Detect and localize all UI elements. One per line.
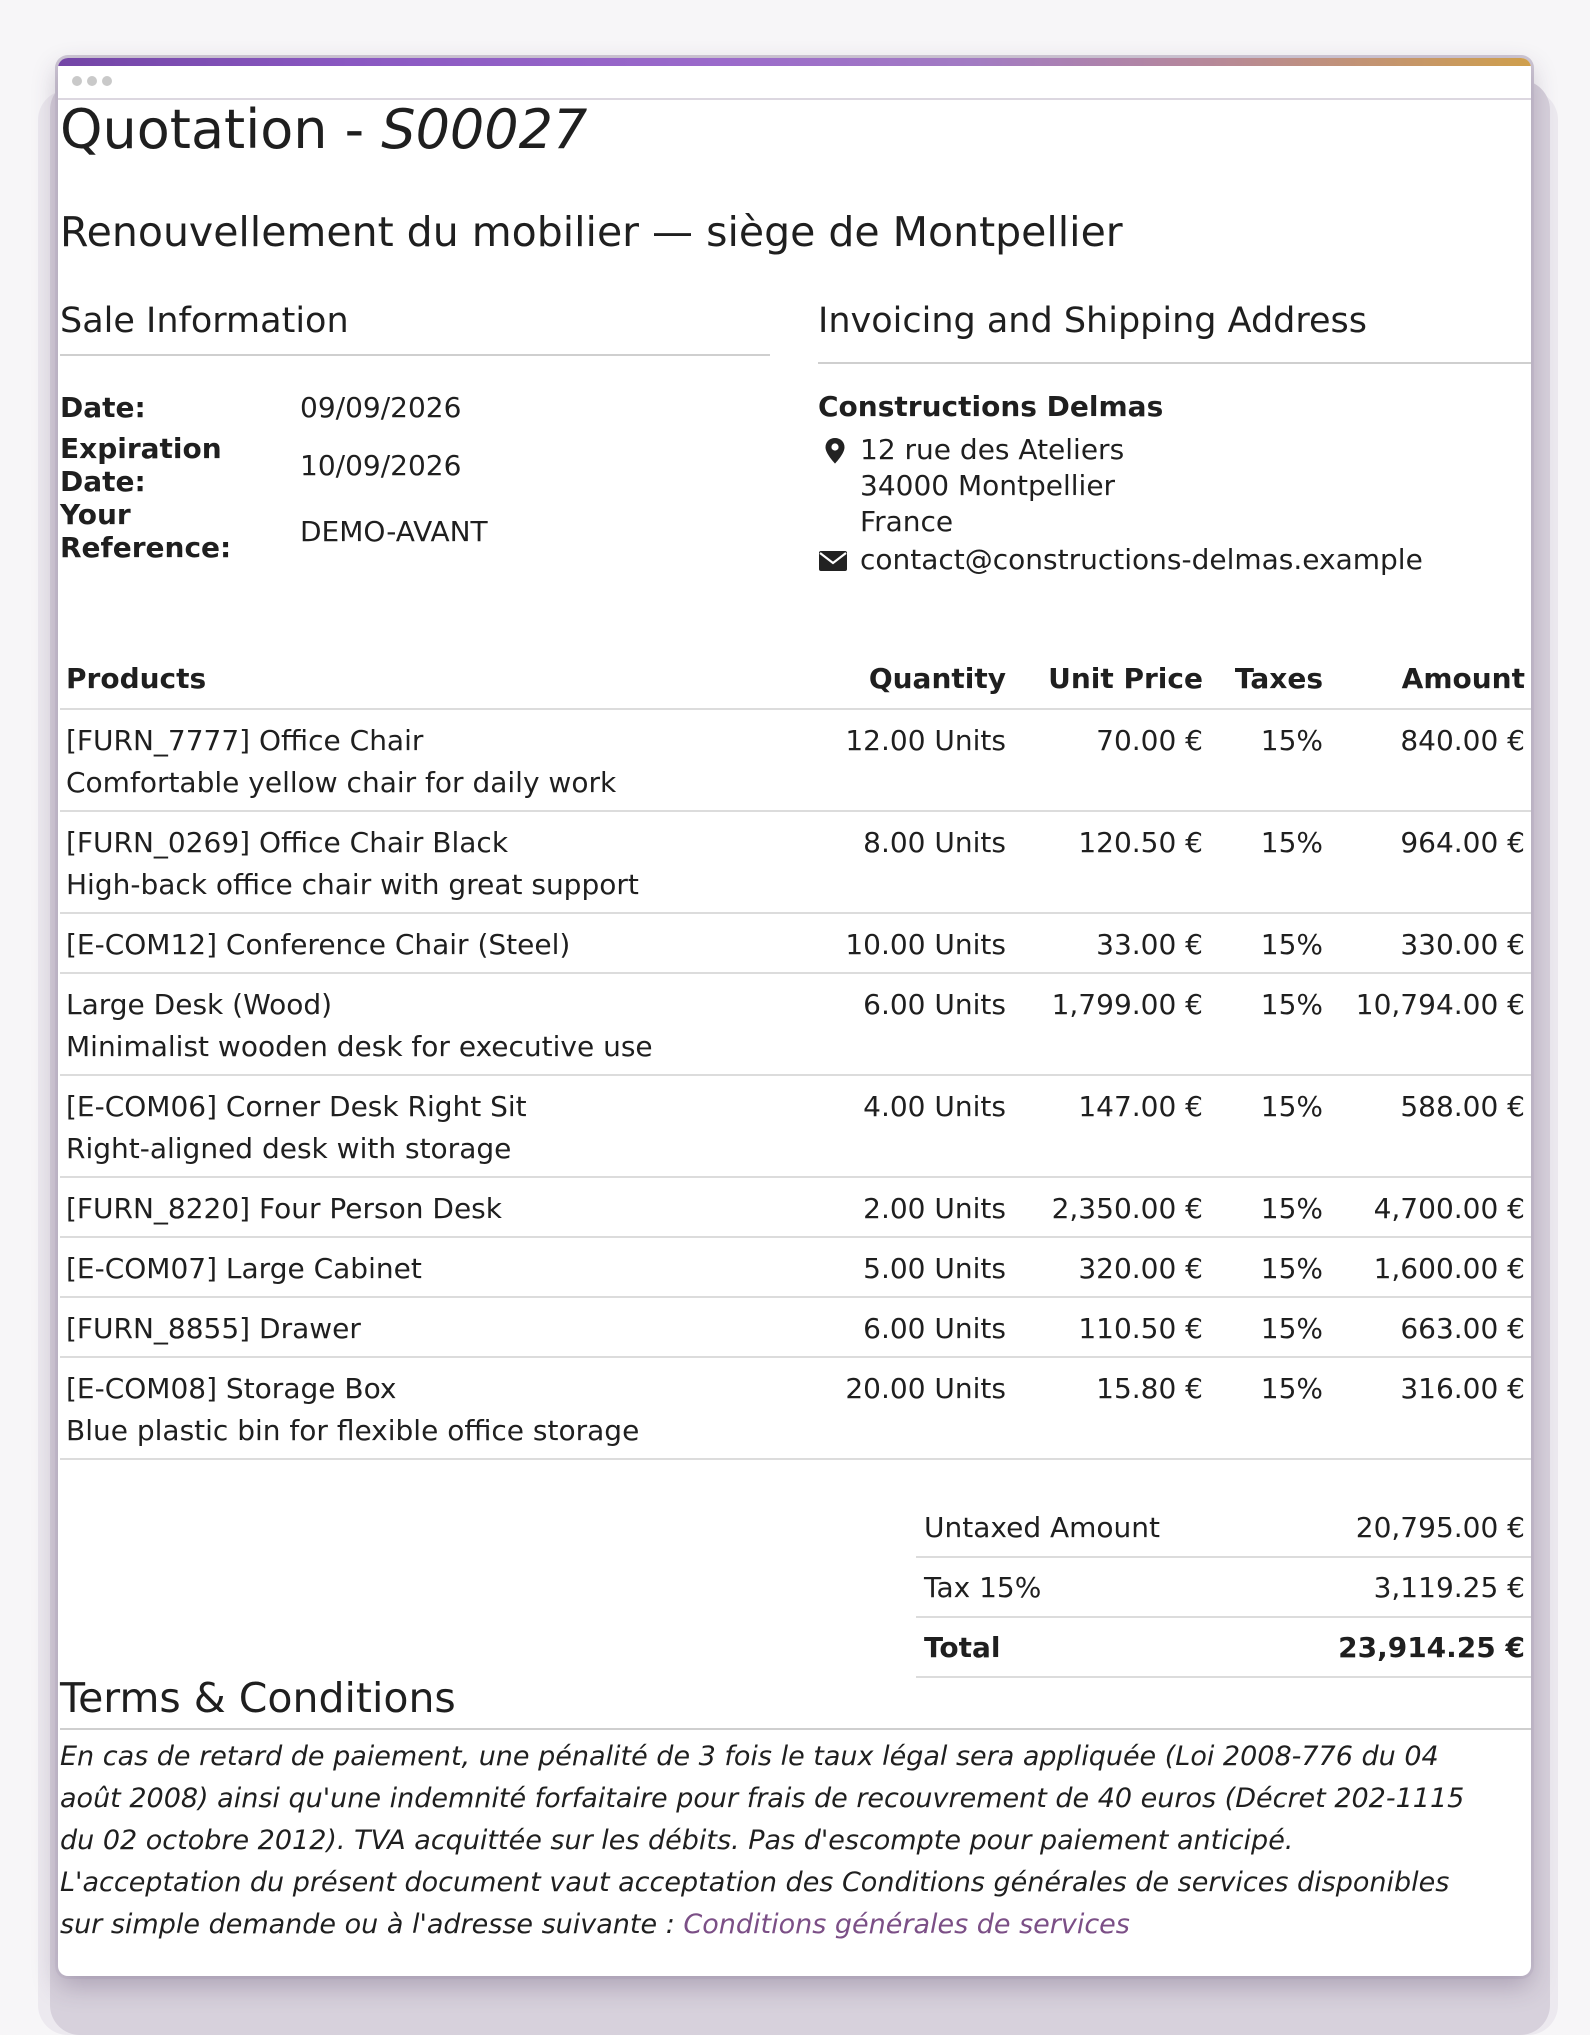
order-lines-table [60, 648, 1531, 1460]
product-description: Comfortable yellow chair for daily work [66, 766, 617, 799]
taxes-cell: 15% [1209, 913, 1329, 973]
info-value: DEMO-AVANT [300, 514, 488, 548]
product-cell [60, 913, 820, 973]
taxes-cell: 15% [1209, 973, 1329, 1075]
info-row [60, 432, 488, 498]
product-description: Blue plastic bin for flexible office storage [66, 1414, 640, 1447]
quotation-subject: Renouvellement du mobilier — siège de Montpellier [60, 208, 1123, 256]
address-email [818, 542, 1423, 580]
quantity-cell: 20.00 Units [820, 1357, 1012, 1459]
table-row [60, 709, 1531, 811]
amount-cell: 964.00 € [1329, 811, 1531, 913]
title-prefix: Quotation - [60, 98, 382, 161]
terms-link[interactable]: Conditions générales de services [683, 1909, 1130, 1940]
product-cell [60, 1177, 820, 1237]
product-cell [60, 1357, 820, 1459]
col-header-unit-price: Unit Price [1012, 648, 1209, 709]
amount-cell: 10,794.00 € [1329, 973, 1531, 1075]
table-row [60, 1237, 1531, 1297]
email-text[interactable]: contact@constructions-delmas.example [860, 543, 1423, 576]
window-titlebar [58, 66, 1531, 100]
quantity-cell: 6.00 Units [820, 1297, 1012, 1357]
unit-price-cell: 15.80 € [1012, 1357, 1209, 1459]
window-dot-icon[interactable] [87, 76, 97, 86]
table-row [60, 1357, 1531, 1459]
envelope-icon [818, 542, 860, 580]
product-cell [60, 1297, 820, 1357]
quotation-number: S00027 [381, 98, 588, 161]
unit-price-cell: 120.50 € [1012, 811, 1209, 913]
product-name: [FURN_0269] Office Chair Black [66, 826, 509, 859]
product-name: [E-COM06] Corner Desk Right Sit [66, 1090, 527, 1123]
tax-value: 3,119.25 € [1257, 1557, 1531, 1617]
product-name: [FURN_7777] Office Chair [66, 724, 424, 757]
table-row [60, 1297, 1531, 1357]
product-name: [E-COM12] Conference Chair (Steel) [66, 928, 571, 961]
total-label: Total [916, 1617, 1257, 1677]
terms-text [60, 1736, 1500, 1946]
col-header-products: Products [60, 648, 820, 709]
product-cell [60, 1075, 820, 1177]
divider [60, 354, 770, 356]
product-name: Large Desk (Wood) [66, 988, 333, 1021]
info-label: Date: [60, 390, 146, 424]
product-name: [E-COM07] Large Cabinet [66, 1252, 422, 1285]
table-row [60, 1177, 1531, 1237]
taxes-cell: 15% [1209, 1075, 1329, 1177]
quantity-cell: 2.00 Units [820, 1177, 1012, 1237]
table-row [60, 913, 1531, 973]
taxes-cell: 15% [1209, 1297, 1329, 1357]
amount-cell: 840.00 € [1329, 709, 1531, 811]
window-dot-icon[interactable] [102, 76, 112, 86]
unit-price-cell: 70.00 € [1012, 709, 1209, 811]
address-location [818, 432, 1423, 540]
col-header-quantity: Quantity [820, 648, 1012, 709]
tax-label: Tax 15% [916, 1557, 1257, 1617]
taxes-cell: 15% [1209, 811, 1329, 913]
product-name: [E-COM08] Storage Box [66, 1372, 397, 1405]
product-cell [60, 811, 820, 913]
unit-price-cell: 33.00 € [1012, 913, 1209, 973]
info-label: Your Reference: [60, 498, 232, 564]
amount-cell: 330.00 € [1329, 913, 1531, 973]
info-row [60, 382, 488, 432]
product-name: [FURN_8220] Four Person Desk [66, 1192, 502, 1225]
amount-cell: 316.00 € [1329, 1357, 1531, 1459]
amount-cell: 1,600.00 € [1329, 1237, 1531, 1297]
sale-info-table [60, 382, 488, 564]
table-row [60, 1075, 1531, 1177]
amount-cell: 4,700.00 € [1329, 1177, 1531, 1237]
product-description: Minimalist wooden desk for executive use [66, 1030, 653, 1063]
address-street: 12 rue des Ateliers [860, 433, 1125, 466]
customer-name: Constructions Delmas [818, 390, 1164, 423]
info-value: 10/09/2026 [300, 448, 462, 482]
col-header-taxes: Taxes [1209, 648, 1329, 709]
product-cell [60, 1237, 820, 1297]
unit-price-cell: 1,799.00 € [1012, 973, 1209, 1075]
window-dot-icon[interactable] [72, 76, 82, 86]
product-cell [60, 709, 820, 811]
taxes-cell: 15% [1209, 1357, 1329, 1459]
quantity-cell: 5.00 Units [820, 1237, 1012, 1297]
product-cell [60, 973, 820, 1075]
map-marker-icon [818, 432, 860, 472]
unit-price-cell: 320.00 € [1012, 1237, 1209, 1297]
product-description: Right-aligned desk with storage [66, 1132, 512, 1165]
amount-cell: 663.00 € [1329, 1297, 1531, 1357]
terms-heading: Terms & Conditions [60, 1674, 456, 1722]
info-row [60, 498, 488, 564]
untaxed-label: Untaxed Amount [916, 1498, 1257, 1557]
amount-cell: 588.00 € [1329, 1075, 1531, 1177]
untaxed-value: 20,795.00 € [1257, 1498, 1531, 1557]
table-row [60, 973, 1531, 1075]
totals-row-tax [916, 1557, 1531, 1617]
table-row [60, 811, 1531, 913]
address-city: 34000 Montpellier [860, 469, 1116, 502]
quantity-cell: 12.00 Units [820, 709, 1012, 811]
accent-bar [58, 58, 1531, 66]
taxes-cell: 15% [1209, 1177, 1329, 1237]
taxes-cell: 15% [1209, 1237, 1329, 1297]
quantity-cell: 8.00 Units [820, 811, 1012, 913]
totals-row-total [916, 1617, 1531, 1677]
total-value: 23,914.25 € [1257, 1617, 1531, 1677]
unit-price-cell: 147.00 € [1012, 1075, 1209, 1177]
info-value: 09/09/2026 [300, 390, 462, 424]
address-lines [860, 432, 1124, 540]
taxes-cell: 15% [1209, 709, 1329, 811]
divider [60, 1728, 1531, 1730]
unit-price-cell: 2,350.00 € [1012, 1177, 1209, 1237]
terms-paragraph: En cas de retard de paiement, une pénalité de 3 fois le taux légal sera appliquée (Loi 2008-776 du 04 août 2008) ainsi qu'une indemnité forfaitaire pour frais de recouvrement de 40 euros (Décret 202-1115 du 02 octobre 2012). TVA acquittée sur les débits. Pas d'escompte pour paiement anticipé. [60, 1741, 1465, 1856]
terms-acceptance [60, 1862, 1500, 1946]
divider [818, 362, 1531, 364]
quantity-cell: 10.00 Units [820, 913, 1012, 973]
unit-price-cell: 110.50 € [1012, 1297, 1209, 1357]
page-title [60, 100, 587, 160]
quantity-cell: 6.00 Units [820, 973, 1012, 1075]
window-controls[interactable] [72, 76, 112, 86]
quotation-card [58, 58, 1531, 1976]
address-heading: Invoicing and Shipping Address [818, 301, 1368, 341]
acceptance-text: L'acceptation du présent document vaut acceptation des Conditions générales de services disponibles sur simple demande ou à l'adresse suivante : [60, 1867, 1450, 1940]
address-country: France [860, 505, 954, 538]
table-header-row [60, 648, 1531, 709]
address-block [818, 382, 1423, 580]
info-label: Expiration Date: [60, 432, 222, 498]
col-header-amount: Amount [1329, 648, 1531, 709]
quantity-cell: 4.00 Units [820, 1075, 1012, 1177]
product-description: High-back office chair with great support [66, 868, 639, 901]
totals-table [916, 1498, 1531, 1678]
sale-info-heading: Sale Information [60, 301, 349, 341]
totals-row-untaxed [916, 1498, 1531, 1557]
product-name: [FURN_8855] Drawer [66, 1312, 361, 1345]
